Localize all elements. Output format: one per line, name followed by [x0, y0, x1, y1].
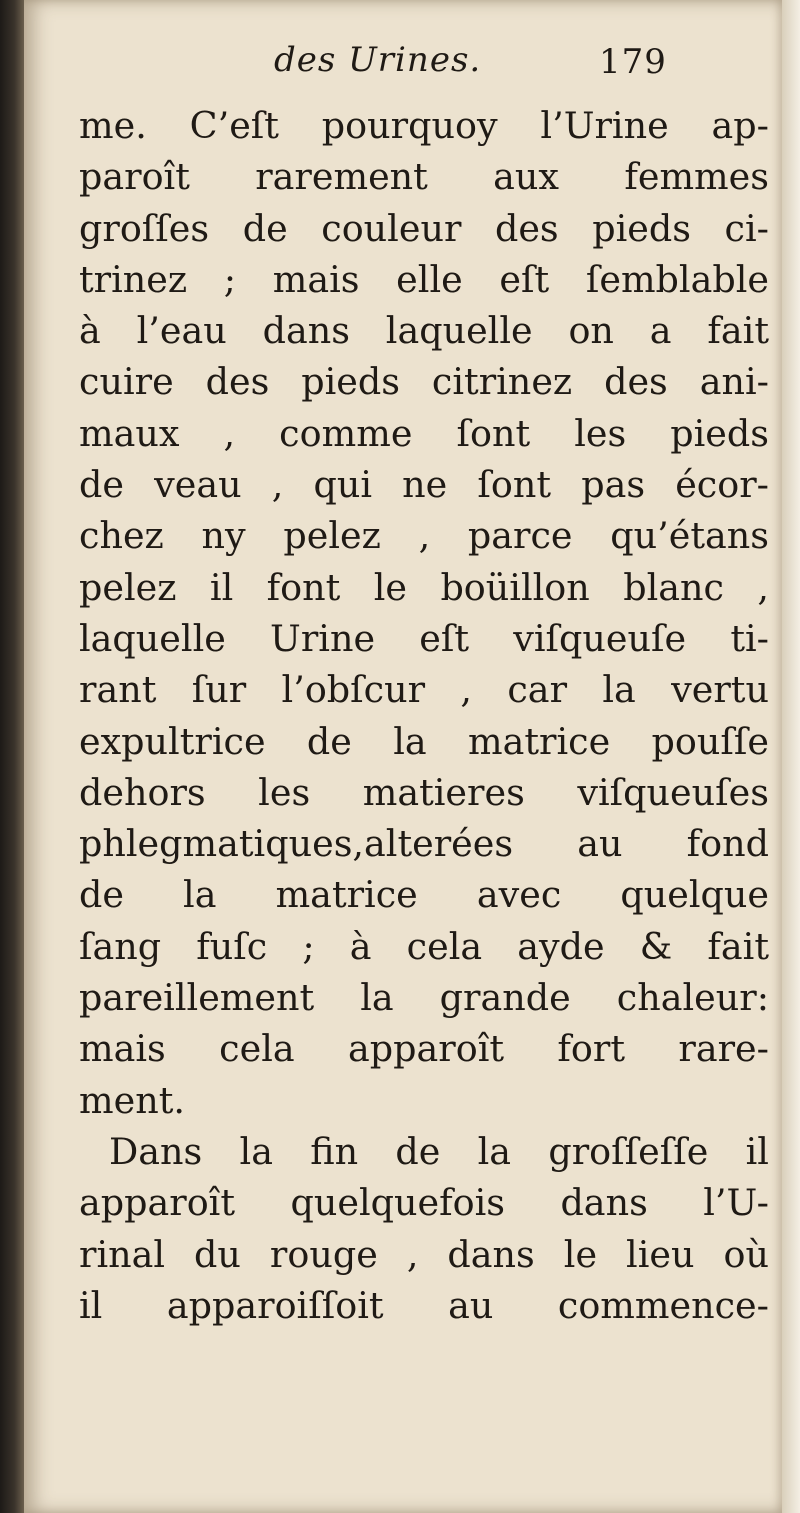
book-gutter [0, 0, 24, 1513]
text-line: dehors les matieres viſqueuſes [79, 770, 769, 814]
text-line: pareillement la grande chaleur: [79, 976, 769, 1020]
text-line: phlegmatiques,alterées au fond [79, 822, 769, 866]
text-line: mais cela apparoît fort rare- [79, 1027, 769, 1071]
text-line: pelez il font le boüillon blanc , [79, 565, 769, 609]
text-line: de la matrice avec quelque [79, 873, 769, 917]
text-line: trinez ; mais elle eſt ſemblable [79, 257, 769, 301]
page-edge [782, 0, 800, 1513]
running-head [24, 40, 782, 100]
text-line: expultrice de la matrice pouſſe [79, 719, 769, 763]
page-number: 179 [599, 42, 667, 82]
text-line: il apparoiſſoit au commence- [79, 1283, 769, 1327]
text-line: chez ny pelez , parce qu’étans [79, 514, 769, 558]
text-line: groſſes de couleur des pieds ci- [79, 206, 769, 250]
text-line: à l’eau dans laquelle on a fait [79, 309, 769, 353]
text-line: me. C’eſt pourquoy l’Urine ap- [79, 104, 769, 147]
text-line: ment. [79, 1078, 185, 1122]
text-line: ſang fuſc ; à cela ayde & fait [79, 924, 769, 968]
book-page [24, 0, 782, 1513]
text-line: laquelle Urine eſt viſqueuſe ti- [79, 616, 769, 660]
text-line: paroît rarement aux femmes [79, 155, 769, 199]
paragraph-start-line: Dans la fin de la groſſeſſe il [109, 1129, 769, 1173]
text-line: cuire des pieds citrinez des ani- [79, 360, 769, 404]
text-line: de veau , qui ne ſont pas écor- [79, 463, 769, 507]
text-line: apparoît quelquefois dans l’U- [79, 1181, 769, 1225]
text-line: maux , comme ſont les pieds [79, 411, 769, 455]
text-line: rant ſur l’obſcur , car la vertu [79, 668, 769, 712]
body-text [79, 100, 769, 1331]
text-line: rinal du rouge , dans le lieu où [79, 1232, 769, 1276]
running-head-title: des Urines. [274, 40, 482, 80]
